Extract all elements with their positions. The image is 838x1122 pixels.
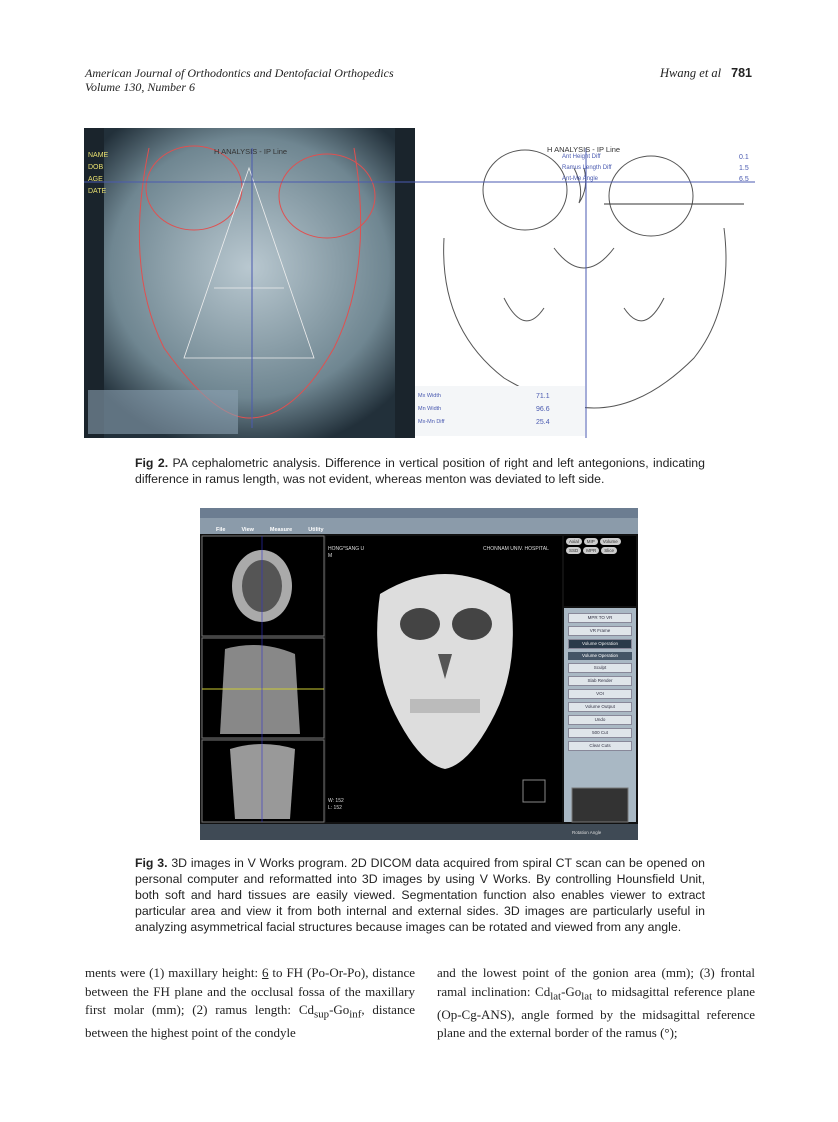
menu-utility[interactable]: Utility xyxy=(308,527,324,533)
view-volume-button[interactable]: Volume xyxy=(600,538,621,545)
body-text-column-1: ments were (1) maxillary height: 6 to FH (Po-Or-Po), distance between the FH plane and the occlusal fossa of the maxillary first molar (mm); (2) ramus length: $Cd_{sup}-Go_{inf}$, distance between the highest point of the condyle xyxy=(85,965,415,1041)
undo-button[interactable]: Undo xyxy=(568,715,632,725)
figure-3-vworks-screenshot xyxy=(200,508,638,840)
width-labels: Mx Width Mn Width Mx-Mn Diff xyxy=(418,393,445,425)
menu-measure[interactable]: Measure xyxy=(269,527,293,533)
view-axial-button[interactable]: Axial xyxy=(566,538,582,545)
width-values: 71.1 96.6 25.4 xyxy=(536,393,550,426)
menu-view[interactable]: View xyxy=(241,527,254,533)
view-mpr-button[interactable]: MPR xyxy=(583,547,599,554)
running-header-left xyxy=(85,66,394,94)
journal-volume: Volume 130, Number 6 xyxy=(85,80,195,94)
analysis-title-left: H ANALYSIS - IP Line xyxy=(214,147,288,156)
rotation-angle-label: Rotation Angle xyxy=(572,830,602,835)
authors: Hwang et al xyxy=(660,66,722,80)
body-text-column-2: and the lowest point of the gonion area (mm); (3) frontal ramal inclination: $Cd_{lat}-Go_{lat}$ to midsagittal reference plane (Op-Cg-ANS), angle formed by the midsagittal reference plane and the external border of the ramus (°); xyxy=(437,965,755,1041)
journal-title: American Journal of Orthodontics and Dentofacial Orthopedics xyxy=(85,66,394,80)
clear-cuts-button[interactable]: Clear Cuts xyxy=(568,741,632,751)
sculpt-button[interactable]: Sculpt xyxy=(568,663,632,673)
figure-2-caption: Fig 2. PA cephalometric analysis. Difference in vertical position of right and left antegonions, indicating difference in ramus length, was not evident, whereas menton was deviated to left side. xyxy=(135,456,705,486)
metric-values: 0.1 1.5 6.5 xyxy=(739,154,749,183)
view-mip-button[interactable]: MIP xyxy=(584,538,598,545)
page-number: 781 xyxy=(731,66,752,80)
running-header-right xyxy=(660,66,752,80)
panel-title: Volume Operation xyxy=(568,652,632,660)
operation-panel xyxy=(564,610,636,754)
figure-3-caption: Fig 3. 3D images in V Works program. 2D DICOM data acquired from spiral CT scan can be opened on personal computer and reformatted into 3D images by using V Works. By controlling Hounsfield Unit, both soft and hard tissues are easily viewed. Segmentation function also enables viewer to extract particular area and view it from both internal and external sides. 3D images are particularly useful in analyzing asymmetrical facial structures because images can be rotated and viewed from any angle. xyxy=(135,856,705,934)
slab-render-button[interactable]: Slab Render xyxy=(568,676,632,686)
mpr-to-vr-button[interactable]: MPR TO VR xyxy=(568,613,632,623)
menu-bar xyxy=(200,518,638,534)
view-ssd-button[interactable]: SSD xyxy=(566,547,581,554)
analysis-title-right: H ANALYSIS - IP Line xyxy=(547,145,621,154)
vr-frame-button[interactable]: VR Frame xyxy=(568,626,632,636)
cut-button[interactable]: 500 Cut xyxy=(568,728,632,738)
metric-labels: Ant Height Diff Ramus Length Diff Ant-Me Angle xyxy=(562,154,612,182)
window-titlebar xyxy=(200,508,638,518)
patient-overlay: HONG*SANG U M xyxy=(328,546,365,559)
volume-output-button[interactable]: Volume Output xyxy=(568,702,632,712)
menu-file[interactable]: File xyxy=(216,527,226,533)
figure-2-pa-cephalogram xyxy=(84,128,755,438)
view-slice-button[interactable]: Slice xyxy=(601,547,617,554)
voi-button[interactable]: VOI xyxy=(568,689,632,699)
volume-operation-button[interactable]: Volume Operation xyxy=(568,639,632,649)
patient-info: NAME DOB AGE DATE xyxy=(88,152,109,195)
window-level: W: 152 L: 152 xyxy=(328,798,344,811)
view-mode-buttons xyxy=(566,538,636,554)
hospital-overlay: CHONNAM UNIV. HOSPITAL xyxy=(483,546,549,552)
